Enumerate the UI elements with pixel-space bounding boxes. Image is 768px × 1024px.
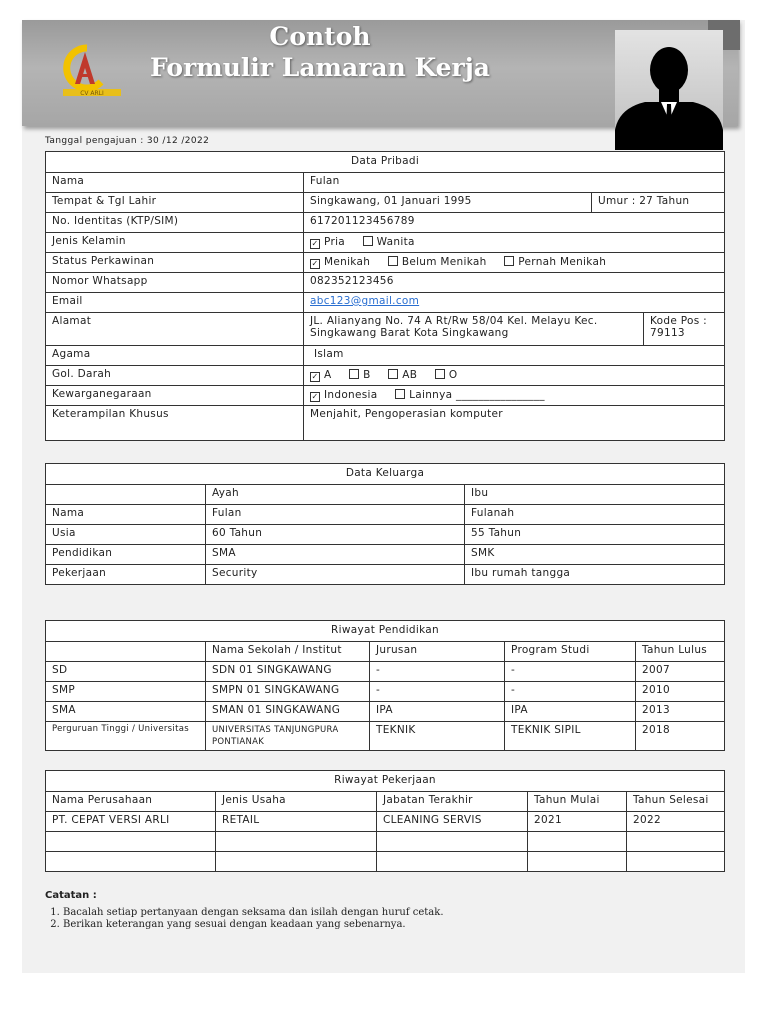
applicant-photo — [615, 30, 723, 150]
education-table: Riwayat Pendidikan Nama Sekolah / Institut Jurusan Program Studi Tahun Lulus SD SDN 01 SINGKAWANG - - 2007 SMP SMPN 01 SINGKAWANG - - 2010 SMA SMAN 01 SINGKAWANG IPA IPA 2013 Perguruan Tinggi / Universitas UNIVERSITAS TANJUNGPURA PONTIANAK TEKNIK TEKNIK SIPIL 2018 — [45, 620, 725, 751]
alamat-label: Alamat — [46, 313, 304, 346]
checkbox-indonesia[interactable]: ✓ — [311, 392, 319, 401]
family-data-table — [45, 463, 725, 585]
umur-value[interactable]: Umur : 27 Tahun — [592, 193, 725, 213]
logo-text: CV ARLI — [80, 90, 104, 97]
marital-label: Status Perkawinan — [46, 253, 304, 273]
page-title — [130, 22, 630, 82]
notes-title: Catatan : — [45, 890, 97, 901]
col-ayah: Ayah — [206, 485, 465, 505]
work-history-table: Riwayat Pekerjaan Nama Perusahaan Jenis Usaha Jabatan Terakhir Tahun Mulai Tahun Selesai PT. CEPAT VERSI ARLI RETAIL CLEANING SERVIS 2021 2022 — [45, 770, 725, 872]
checkbox-b[interactable] — [349, 369, 359, 379]
table-row: Pendidikan SMA SMK — [46, 545, 725, 565]
education-heading: Riwayat Pendidikan — [46, 621, 725, 642]
family-heading: Data Keluarga — [46, 464, 725, 485]
submission-date: Tanggal pengajuan : 30 /12 /2022 — [45, 136, 210, 146]
checkbox-lainnya[interactable] — [395, 389, 405, 399]
kodepos-label: Kode Pos : — [650, 315, 707, 327]
nama-value[interactable]: Fulan — [304, 173, 725, 193]
table-row: SMP SMPN 01 SINGKAWANG - - 2010 — [46, 682, 725, 702]
personal-heading: Data Pribadi — [46, 152, 725, 173]
gender-label: Jenis Kelamin — [46, 233, 304, 253]
checkbox-belum-menikah[interactable] — [388, 256, 398, 266]
checkbox-o[interactable] — [435, 369, 445, 379]
agama-label: Agama — [46, 346, 304, 366]
nation-label: Kewarganegaraan — [46, 386, 304, 406]
alamat-value[interactable]: JL. Alianyang No. 74 A Rt/Rw 58/04 Kel. Melayu Kec. Singkawang Barat Kota Singkawang — [304, 313, 644, 346]
notes-section — [45, 890, 444, 931]
ttl-label: Tempat & Tgl Lahir — [46, 193, 304, 213]
title-line-1: Contoh — [269, 22, 371, 51]
gender-options: ✓ Pria Wanita — [304, 233, 725, 253]
checkbox-wanita[interactable] — [363, 236, 373, 246]
ttl-value[interactable]: Singkawang, 01 Januari 1995 — [304, 193, 592, 213]
personal-data-table — [45, 151, 725, 441]
table-row: Perguruan Tinggi / Universitas UNIVERSITAS TANJUNGPURA PONTIANAK TEKNIK TEKNIK SIPIL 2018 — [46, 722, 725, 751]
checkbox-a[interactable]: ✓ — [311, 372, 319, 381]
wa-value[interactable]: 082352123456 — [304, 273, 725, 293]
table-row: SMA SMAN 01 SINGKAWANG IPA IPA 2013 — [46, 702, 725, 722]
table-row: SD SDN 01 SINGKAWANG - - 2007 — [46, 662, 725, 682]
checkbox-menikah[interactable]: ✓ — [311, 259, 319, 268]
blood-options: ✓ A B AB O — [304, 366, 725, 386]
table-row — [46, 852, 725, 872]
col-ibu: Ibu — [465, 485, 725, 505]
kodepos-value[interactable]: 79113 — [650, 327, 685, 339]
checkbox-pernah-menikah[interactable] — [504, 256, 514, 266]
title-line-2: Formulir Lamaran Kerja — [150, 53, 490, 82]
table-row: Nama Fulan Fulanah — [46, 505, 725, 525]
agama-value[interactable]: Islam — [304, 346, 725, 366]
note-item: 1. Bacalah setiap pertanyaan dengan seksama dan isilah dengan huruf cetak. — [63, 907, 444, 919]
blood-label: Gol. Darah — [46, 366, 304, 386]
marital-options: ✓ Menikah Belum Menikah Pernah Menikah — [304, 253, 725, 273]
kodepos-cell — [644, 313, 725, 346]
email-label: Email — [46, 293, 304, 313]
nation-options: ✓ Indonesia Lainnya ________________ — [304, 386, 725, 406]
skill-label: Keterampilan Khusus — [46, 406, 304, 441]
nama-label: Nama — [46, 173, 304, 193]
id-value[interactable]: 617201123456789 — [304, 213, 725, 233]
table-row: Pekerjaan Security Ibu rumah tangga — [46, 565, 725, 585]
person-silhouette-icon — [615, 30, 723, 150]
email-link[interactable]: abc123@gmail.com — [310, 295, 420, 307]
checkbox-pria[interactable]: ✓ — [311, 239, 319, 248]
work-heading: Riwayat Pekerjaan — [46, 771, 725, 792]
table-row: PT. CEPAT VERSI ARLI RETAIL CLEANING SERVIS 2021 2022 — [46, 812, 725, 832]
table-row — [46, 832, 725, 852]
note-item: 2. Berikan keterangan yang sesuai dengan keadaan yang sebenarnya. — [63, 919, 444, 931]
id-label: No. Identitas (KTP/SIM) — [46, 213, 304, 233]
skill-value[interactable]: Menjahit, Pengoperasian komputer — [304, 406, 725, 441]
table-row: Usia 60 Tahun 55 Tahun — [46, 525, 725, 545]
checkbox-ab[interactable] — [388, 369, 398, 379]
wa-label: Nomor Whatsapp — [46, 273, 304, 293]
